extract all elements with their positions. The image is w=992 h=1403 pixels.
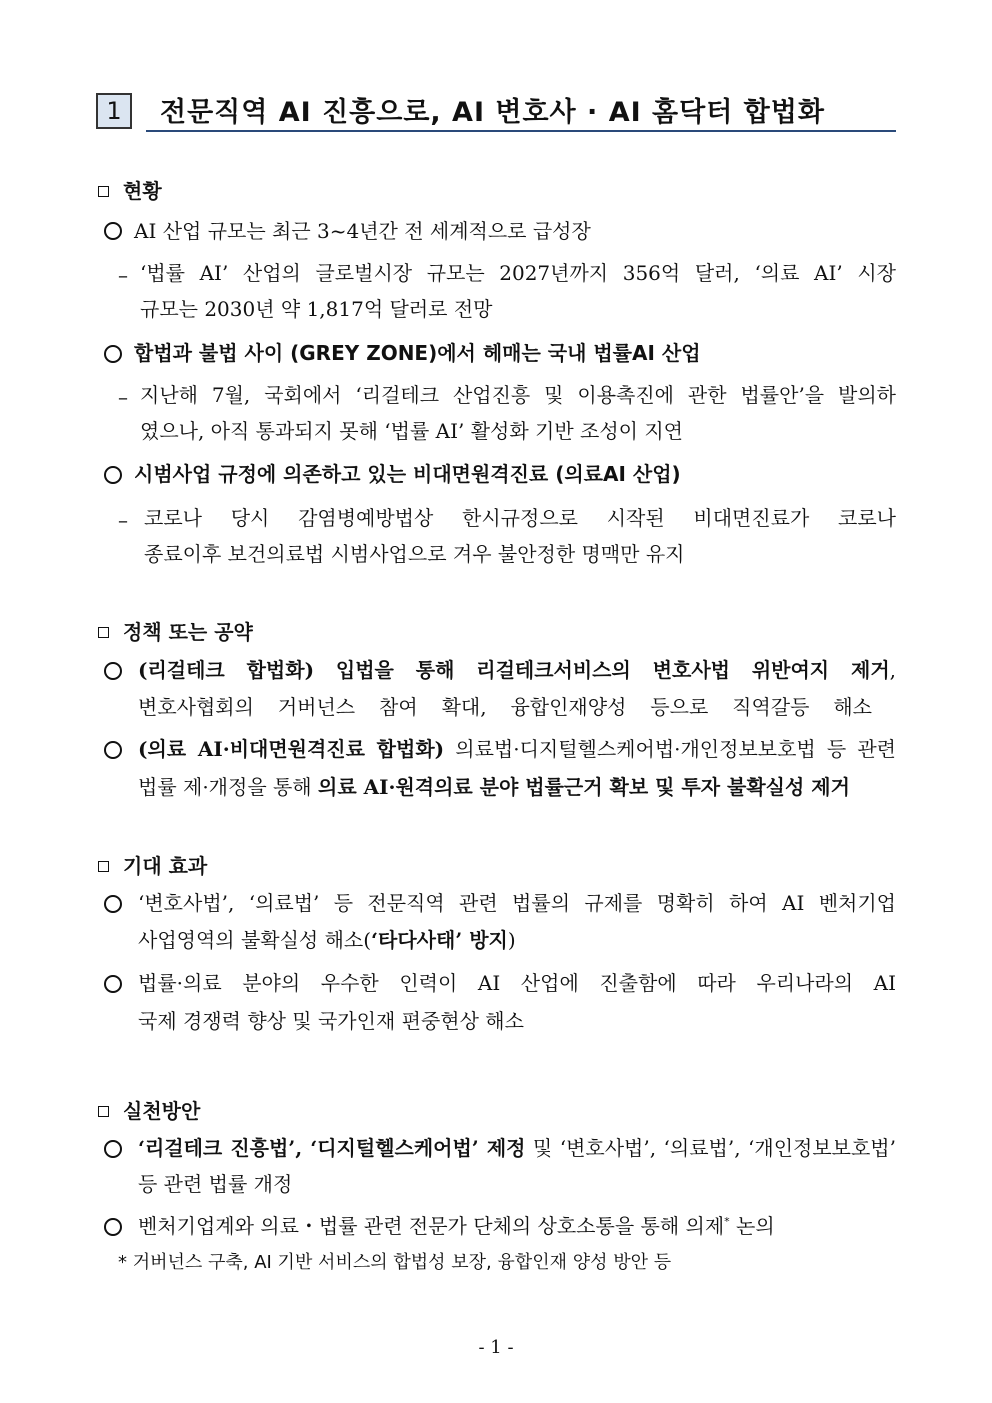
circle-bullet-icon xyxy=(104,895,122,913)
effect-bullet-2-line-2: 국제 경쟁력 향상 및 국가인재 편중현상 해소 xyxy=(138,1009,524,1033)
policy-bullet-1-line-2: 변호사협회의 거버넌스 참여 확대, 융합인재양성 등으로 직역갈등 해소 xyxy=(138,695,872,719)
page-title: 전문직역 AI 진흥으로, AI 변호사 · AI 홈닥터 합법화 xyxy=(160,97,825,128)
dash-bullet-icon: – xyxy=(118,385,128,409)
status-detail-3-line-2: 종료이후 보건의료법 시범사업으로 겨우 불안정한 명맥만 유지 xyxy=(144,542,685,566)
effect-bullet-1-line-2-pre: 사업영역의 불확실성 해소( xyxy=(138,928,372,952)
circle-bullet-icon xyxy=(104,975,122,993)
policy-bullet-1-rest: , xyxy=(889,658,896,682)
policy-bullet-2-line-2-bold: 의료 AI·원격의료 분야 법률근거 확보 및 투자 불확실성 제거 xyxy=(318,775,850,799)
title-number-box: 1 xyxy=(96,93,132,129)
plan-bullet-1-bold: ‘리걸테크 진흥법’, ‘디지털헬스케어법’ 제정 xyxy=(138,1136,526,1160)
status-detail-2-line-1: 지난해 7월, 국회에서 ‘리걸테크 산업진흥 및 이용촉진에 관한 법률안’을 발의하 xyxy=(140,383,896,407)
policy-bullet-2-line-2-pre: 법률 제·개정을 통해 xyxy=(138,775,318,799)
square-bullet-icon xyxy=(98,861,109,872)
plan-bullet-1-line-1 xyxy=(138,1138,896,1158)
status-bullet-1: AI 산업 규모는 최근 3~4년간 전 세계적으로 급성장 xyxy=(134,219,591,243)
policy-bullet-2-line-1 xyxy=(138,739,896,759)
effect-bullet-1-line-2-bold: ‘타다사태’ 방지 xyxy=(371,928,508,952)
status-detail-1-line-1: ‘법률 AI’ 산업의 글로벌시장 규모는 2027년까지 356억 달러, ‘의료 AI’ 시장 xyxy=(140,261,896,285)
plan-bullet-2 xyxy=(138,1216,775,1236)
policy-bullet-1-line-1 xyxy=(138,660,896,680)
dash-bullet-icon: – xyxy=(118,263,128,287)
policy-bullet-2-rest: 의료법·디지털헬스케어법·개인정보보호법 등 관련 xyxy=(444,737,896,761)
status-detail-2-line-2: 였으나, 아직 통과되지 못해 ‘법률 AI’ 활성화 기반 조성이 지연 xyxy=(140,419,683,443)
circle-bullet-icon xyxy=(104,1140,122,1158)
footnote-marker: * xyxy=(724,1215,730,1228)
dash-bullet-icon: – xyxy=(118,508,128,532)
circle-bullet-icon xyxy=(104,222,122,240)
status-detail-3-line-1: 코로나 당시 감염병예방법상 한시규정으로 시작된 비대면진료가 코로나 xyxy=(144,506,896,530)
policy-bullet-2-bold: (의료 AI·비대면원격진료 합법화) xyxy=(138,737,445,761)
plan-bullet-2-post: 논의 xyxy=(729,1214,775,1238)
status-bullet-2: 합법과 불법 사이 (GREY ZONE)에서 헤매는 국내 법률AI 산업 xyxy=(134,341,701,365)
section-policy xyxy=(98,616,253,645)
section-effect-label: 기대 효과 xyxy=(123,854,208,878)
circle-bullet-icon xyxy=(104,741,122,759)
page-number: - 1 - xyxy=(478,1337,514,1358)
title-underline xyxy=(146,130,896,132)
square-bullet-icon xyxy=(98,186,109,197)
plan-footnote: * 거버넌스 구축, AI 기반 서비스의 합법성 보장, 융합인재 양성 방안 등 xyxy=(118,1252,672,1273)
circle-bullet-icon xyxy=(104,345,122,363)
effect-bullet-1-line-2-post: ) xyxy=(507,928,516,952)
circle-bullet-icon xyxy=(104,466,122,484)
section-status xyxy=(98,175,162,204)
circle-bullet-icon xyxy=(104,1218,122,1236)
plan-bullet-2-pre: 벤처기업계와 의료・법률 관련 전문가 단체의 상호소통을 통해 의제 xyxy=(138,1214,725,1238)
plan-bullet-1-line-2: 등 관련 법률 개정 xyxy=(138,1172,293,1196)
section-plan-label: 실천방안 xyxy=(123,1099,201,1123)
circle-bullet-icon xyxy=(104,662,122,680)
section-effect xyxy=(98,850,207,879)
status-detail-1-line-2: 규모는 2030년 약 1,817억 달러로 전망 xyxy=(140,297,493,321)
square-bullet-icon xyxy=(98,1106,109,1117)
section-policy-label: 정책 또는 공약 xyxy=(123,620,253,644)
policy-bullet-2-line-2 xyxy=(138,777,850,797)
plan-bullet-1-rest: 및 ‘변호사법’, ‘의료법’, ‘개인정보보호법’ xyxy=(525,1136,896,1160)
effect-bullet-1-line-2 xyxy=(138,930,516,950)
square-bullet-icon xyxy=(98,627,109,638)
policy-bullet-1-bold: (리걸테크 합법화) 입법을 통해 리걸테크서비스의 변호사법 위반여지 제거 xyxy=(138,658,890,682)
status-bullet-3: 시범사업 규정에 의존하고 있는 비대면원격진료 (의료AI 산업) xyxy=(134,462,681,486)
section-status-label: 현황 xyxy=(123,179,162,203)
effect-bullet-1-line-1: ‘변호사법’, ‘의료법’ 등 전문직역 관련 법률의 규제를 명확히 하여 AI 벤처기업 xyxy=(138,891,896,915)
section-plan xyxy=(98,1095,200,1124)
effect-bullet-2-line-1: 법률·의료 분야의 우수한 인력이 AI 산업에 진출함에 따라 우리나라의 AI xyxy=(138,971,896,995)
